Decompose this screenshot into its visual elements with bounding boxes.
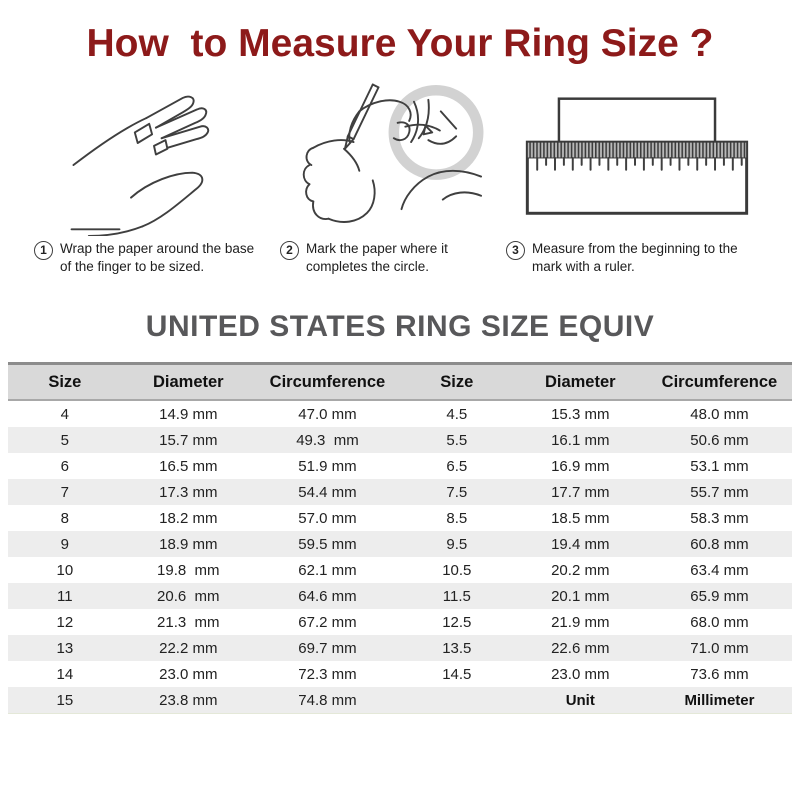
table-cell: 74.8 mm: [255, 687, 400, 714]
table-cell: 16.5 mm: [159, 457, 218, 475]
ring-size-table: [8, 362, 792, 714]
table-cell: 23.0 mm: [159, 665, 218, 683]
table-cell: 22.2 mm: [122, 635, 255, 661]
table-cell: 13: [8, 635, 122, 661]
column-header: Size: [8, 364, 122, 401]
table-cell: 17.7 mm: [514, 479, 647, 505]
steps-row: [0, 67, 800, 276]
table-cell: 23.8 mm: [122, 687, 255, 714]
table-cell: 22.6 mm: [514, 635, 647, 661]
column-header: Circumference: [255, 364, 400, 401]
table-cell: 5: [8, 427, 122, 453]
table-cell: 6: [60, 457, 69, 475]
table-cell: 15.7 mm: [122, 427, 255, 453]
step-number-badge: 2: [280, 241, 299, 260]
table-cell: 6.5: [446, 457, 468, 475]
table-cell: 59.5 mm: [255, 531, 400, 557]
step-number-badge: 3: [506, 241, 525, 260]
table-cell: 54.4 mm: [255, 479, 400, 505]
table-cell: 49.3 mm: [255, 427, 400, 453]
table-cell: 55.7 mm: [647, 479, 792, 505]
table-cell: 57.0 mm: [298, 509, 357, 527]
table-cell: 48.0 mm: [690, 405, 749, 423]
table-cell: 11: [8, 583, 122, 609]
table-cell: 15.3 mm: [551, 405, 610, 423]
table-row: [8, 400, 792, 427]
table-cell: 58.3 mm: [690, 509, 749, 527]
step-2: [280, 73, 500, 276]
table-cell: 19.8 mm: [157, 561, 220, 579]
table-header: [8, 364, 792, 401]
table-cell: 73.6 mm: [690, 665, 749, 683]
table-cell: 60.8 mm: [647, 531, 792, 557]
table-cell: 20.6 mm: [122, 583, 255, 609]
table-row: [8, 583, 792, 609]
table-row: [8, 479, 792, 505]
column-header: Diameter: [514, 364, 647, 401]
table-cell: [400, 687, 514, 714]
table-cell: 15: [8, 687, 122, 714]
table-cell: 20.1 mm: [514, 583, 647, 609]
step-text: Mark the paper where it completes the circle.: [306, 240, 448, 275]
table-cell: 69.7 mm: [255, 635, 400, 661]
table-cell: 5.5: [400, 427, 514, 453]
table-cell: 14.9 mm: [159, 405, 218, 423]
table-row: [8, 531, 792, 557]
table-cell: 23.0 mm: [551, 665, 610, 683]
table-cell: Unit: [514, 687, 647, 714]
table-cell: 67.2 mm: [298, 613, 357, 631]
table-cell: 14: [56, 665, 74, 683]
table-cell: 68.0 mm: [690, 613, 749, 631]
table-cell: 64.6 mm: [255, 583, 400, 609]
table-cell: 65.9 mm: [647, 583, 792, 609]
step-text: Wrap the paper around the base of the finger to be sized.: [60, 240, 255, 275]
table-cell: 11.5: [400, 583, 514, 609]
table-cell: 18.2 mm: [159, 509, 218, 527]
step-caption: [34, 240, 260, 276]
table-row: [8, 661, 792, 687]
table-cell: 10: [56, 561, 74, 579]
table-cell: 18.9 mm: [122, 531, 255, 557]
table-row: [8, 505, 792, 531]
ruler-illustration: [506, 73, 766, 236]
step-number-badge: 1: [34, 241, 53, 260]
table-cell: 18.5 mm: [551, 509, 610, 527]
magnifier-circle-icon: [394, 90, 478, 174]
table-cell: 4.5: [446, 405, 468, 423]
table-cell: 72.3 mm: [298, 665, 357, 683]
table-row: [8, 687, 792, 714]
column-header: Circumference: [647, 364, 792, 401]
table-cell: 8: [60, 509, 69, 527]
table-cell: 8.5: [446, 509, 468, 527]
step-3: [506, 73, 766, 276]
table-row: [8, 635, 792, 661]
table-cell: 62.1 mm: [298, 561, 357, 579]
page-title: How to Measure Your Ring Size ?: [86, 22, 714, 65]
table-cell: 14.5: [442, 665, 472, 683]
table-row: [8, 427, 792, 453]
table-cell: 21.3 mm: [157, 613, 220, 631]
hand-illustration: [34, 73, 274, 236]
table-cell: 71.0 mm: [647, 635, 792, 661]
table-cell: 4: [60, 405, 69, 423]
step-1: [34, 73, 274, 276]
table-cell: 63.4 mm: [690, 561, 749, 579]
table-cell: 17.3 mm: [122, 479, 255, 505]
table-cell: 10.5: [442, 561, 472, 579]
table-cell: 16.9 mm: [551, 457, 610, 475]
header-row: [8, 364, 792, 401]
column-header: Size: [400, 364, 514, 401]
table-cell: 7: [8, 479, 122, 505]
table-cell: 19.4 mm: [514, 531, 647, 557]
table-cell: 12: [56, 613, 74, 631]
step-text: Measure from the beginning to the mark with a ruler.: [532, 240, 738, 275]
table-row: [8, 609, 792, 635]
step-caption: [280, 240, 474, 276]
table-cell: 50.6 mm: [647, 427, 792, 453]
table-cell: 13.5: [400, 635, 514, 661]
table-cell: 21.9 mm: [551, 613, 610, 631]
table-cell: 51.9 mm: [298, 457, 357, 475]
table-cell: 9: [8, 531, 122, 557]
column-header: Diameter: [122, 364, 255, 401]
table-cell: 47.0 mm: [298, 405, 357, 423]
table-body: [8, 400, 792, 714]
table-cell: Millimeter: [647, 687, 792, 714]
table-title: UNITED STATES RING SIZE EQUIV: [145, 310, 655, 344]
table-cell: 7.5: [400, 479, 514, 505]
step-caption: [506, 240, 744, 276]
table-cell: 12.5: [442, 613, 472, 631]
table-cell: 16.1 mm: [514, 427, 647, 453]
table-row: [8, 557, 792, 583]
table-row: [8, 453, 792, 479]
table-cell: 20.2 mm: [551, 561, 610, 579]
table-cell: 9.5: [400, 531, 514, 557]
marking-illustration: [280, 73, 500, 236]
paper-strip-icon: [559, 99, 715, 146]
table-cell: 53.1 mm: [690, 457, 749, 475]
